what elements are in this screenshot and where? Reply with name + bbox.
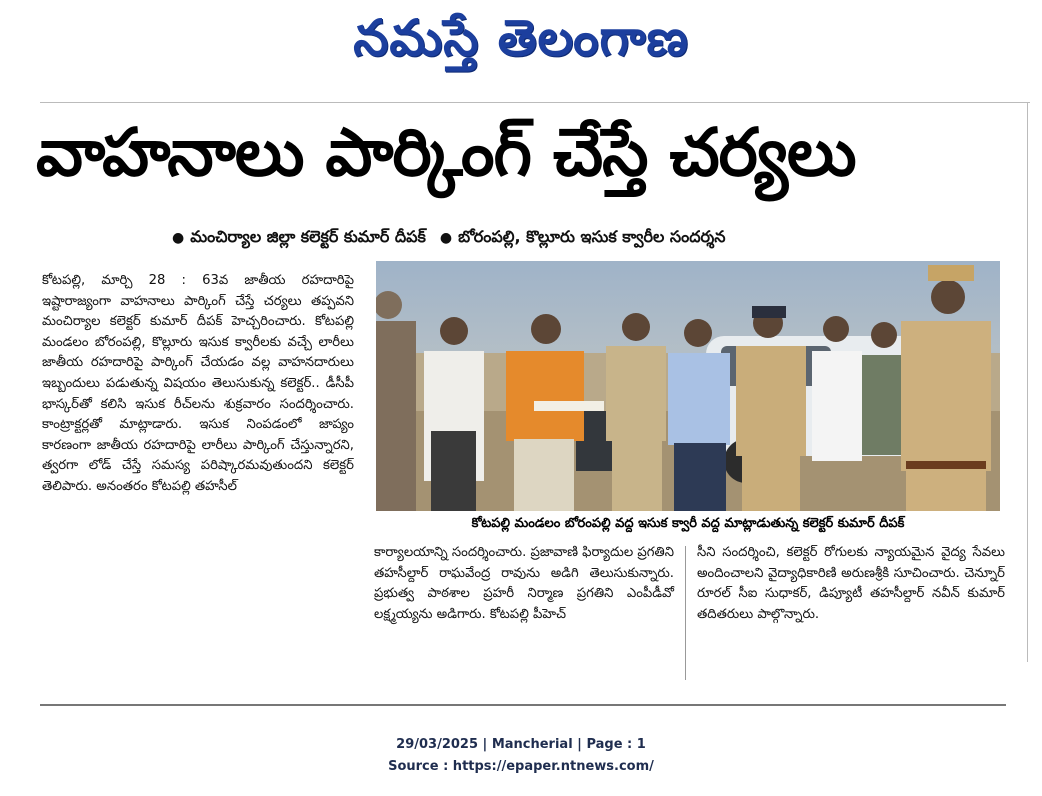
bullet-icon: ● (172, 230, 185, 246)
article-body-column-1: కోటపల్లి, మార్చి 28 : 63వ జాతీయ రహదారిపై ఇష్టారాజ్యంగా వాహనాలు పార్కింగ్ చేస్తే చర్యలు తప్పవని మంచిర్యాల కలెక్టర్ కుమార్ దీపక్ హెచ్చరించారు. కోటపల్లి మండలం బోరంపల్లి, కొల్లూరు ఇసుక క్వారీలకు వచ్చే లారీలు జాతీయ రహదారిపై పార్కింగ్ చేయడం వల్ల వాహనదారులు ఇబ్బందులు పడుతున్న విషయం తెలుసుకున్న కలెక్టర్.. డీసీపీ భాస్కర్‌తో కలిసి ఇసుక రీచ్‌లను శుక్రవారం సందర్శించారు. కాంట్రాక్టర్లతో మాట్లాడారు. ఇసుక నింపడంలో జాప్యం కారణంగా జాతీయ రహదారిపై లారీలు పార్కింగ్ చేస్తున్నారని, త్వరగా లోడ్ చేస్తే సమస్య పరిష్కారమవుతుందని కలెక్టర్ తెలిపారు. అనంతరం కోటపల్లి తహసీల్ (42, 273, 354, 494)
right-border (1027, 102, 1028, 662)
bottom-divider (40, 704, 1006, 706)
article-photo (376, 261, 1000, 511)
article-body-column-3: సీని సందర్శించి, కలెక్టర్ రోగులకు న్యాయమైన వైద్య సేవలు అందించాలని వైద్యాధికారిణి అరుణశ్రీకి సూచించారు. చెన్నూర్ రూరల్ సీఐ సుధాకర్, డిప్యూటీ తహసీల్దార్ నవీన్ కుమార్ తదితరులు పాల్గొన్నారు. (697, 545, 1005, 622)
footer-source: Source : https://epaper.ntnews.com/ (388, 759, 654, 774)
article-body-column-2: కార్యాలయాన్ని సందర్శించారు. ప్రజావాణి ఫిర్యాదుల ప్రగతిని తహసీల్దార్ రాఘవేంద్ర రావును అడిగి తెలుసుకున్నారు. ప్రభుత్వ పాఠశాల ప్రహరీ నిర్మాణ ప్రగతిని ఎంపీడీవో లక్ష్మయ్యను అడిగారు. కోటపల్లి పీహెచ్ (374, 545, 674, 622)
page-footer (0, 734, 1042, 778)
top-divider (40, 102, 1030, 103)
bullet-icon: ● (439, 230, 453, 246)
footer-date-edition: 29/03/2025 | Mancherial | Page : 1 (396, 737, 646, 752)
article-headline: వాహనాలు పార్కింగ్ చేస్తే చర్యలు (36, 114, 856, 191)
subhead-item-2: బోరంపల్లి, కొల్లూరు ఇసుక క్వారీల సందర్శన (458, 227, 726, 246)
masthead-title: నమస్తే తెలంగాణ (353, 9, 689, 67)
subhead-item-1: మంచిర్యాల జిల్లా కలెక్టర్ కుమార్ దీపక్ (190, 227, 426, 246)
column-divider (685, 546, 686, 680)
article-subheadline (172, 224, 892, 250)
photo-caption: కోటపల్లి మండలం బోరంపల్లి వద్ద ఇసుక క్వారీ వద్ద మాట్లాడుతున్న కలెక్టర్ కుమార్ దీపక్ (471, 516, 905, 531)
